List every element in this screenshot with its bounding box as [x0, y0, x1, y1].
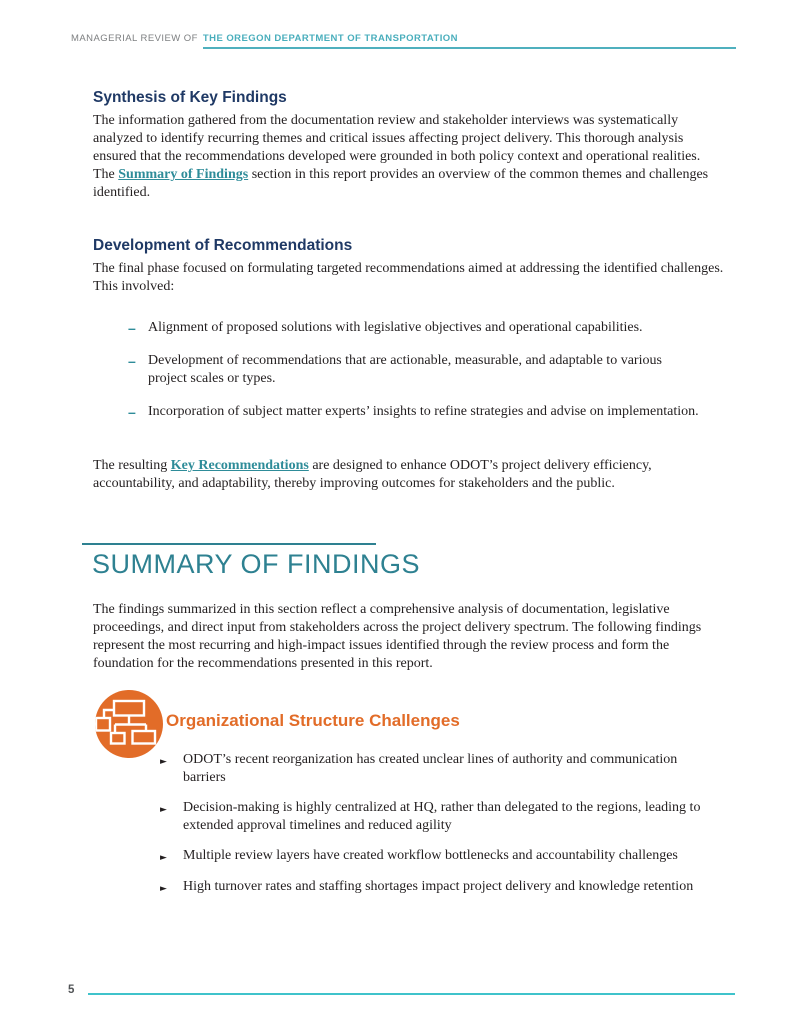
list-item-text: Incorporation of subject matter experts’ insights to refine strategies and advise on implementation.	[148, 404, 699, 419]
header-prefix: MANAGERIAL REVIEW OF	[71, 33, 198, 44]
running-header	[71, 33, 736, 49]
list-item-text: ODOT’s recent reorganization has created unclear lines of authority and communication barriers	[183, 752, 678, 785]
summary-section-title: SUMMARY OF FINDINGS	[92, 549, 421, 579]
list-item	[160, 878, 708, 896]
closing-text-after: are designed to enhance ODOT’s project delivery efficiency, accountability, and adaptability, thereby improving outcomes for stakeholders and the public.	[93, 458, 652, 491]
list-item	[128, 319, 700, 337]
dash-bullet-icon: –	[128, 353, 136, 369]
development-intro: The final phase focused on formulating targeted recommendations aimed at addressing the identified challenges. This involved:	[93, 261, 724, 294]
header-title: THE OREGON DEPARTMENT OF TRANSPORTATION	[202, 33, 458, 44]
triangle-bullet-icon: ►	[160, 883, 167, 894]
synthesis-text-after: section in this report provides an overview of the common themes and challenges identified.	[93, 167, 709, 200]
triangle-bullet-icon: ►	[160, 757, 167, 767]
footer-rule	[88, 993, 735, 995]
list-item-text: Alignment of proposed solutions with legislative objectives and operational capabilities.	[148, 320, 643, 335]
page-number: 5	[68, 984, 75, 996]
triangle-bullet-icon: ►	[160, 853, 167, 863]
dash-bullet-icon: –	[128, 404, 136, 420]
list-item-text: High turnover rates and staffing shortages impact project delivery and knowledge retention	[183, 878, 694, 894]
triangle-bullet-icon: ►	[160, 805, 167, 815]
org-chart-icon	[95, 690, 163, 758]
development-heading: Development of Recommendations	[93, 237, 353, 254]
list-item	[128, 352, 700, 388]
finding-heading: Organizational Structure Challenges	[166, 711, 460, 730]
closing-text-before: The resulting	[93, 458, 171, 473]
summary-of-findings-link[interactable]: Summary of Findings	[118, 167, 249, 182]
finding-bullet-list	[160, 751, 708, 908]
list-item	[160, 751, 708, 786]
list-item-text: Development of recommendations that are actionable, measurable, and adaptable to various project scales or types.	[148, 353, 662, 386]
synthesis-heading: Synthesis of Key Findings	[93, 89, 287, 106]
list-item	[128, 403, 700, 421]
synthesis-paragraph	[93, 112, 725, 202]
synthesis-text-before: The information gathered from the documentation review and stakeholder interviews was systematically analyzed to identify recurring themes and critical issues affecting project delivery. This thorough analysis ensured that the recommendations developed were grounded in both policy context and operational realities. The	[93, 113, 701, 182]
list-item	[160, 799, 708, 834]
header-title-rule	[203, 33, 736, 49]
list-item	[160, 847, 708, 865]
list-item-text: Decision-making is highly centralized at HQ, rather than delegated to the regions, leading to extended approval timelines and reduced agility	[183, 800, 701, 833]
section-title-rule	[82, 543, 376, 545]
key-recommendations-link[interactable]: Key Recommendations	[170, 458, 309, 473]
list-item-text: Multiple review layers have created workflow bottlenecks and accountability challenges	[183, 848, 678, 863]
development-closing-paragraph	[93, 457, 725, 493]
dash-bullet-icon: –	[128, 320, 136, 336]
summary-intro-paragraph: The findings summarized in this section reflect a comprehensive analysis of documentation, legislative proceedings, and direct input from stakeholders across the project delivery spectrum. The following findings represent the most recurring and high-impact issues identified through the review process and form the foundation for the recommendations presented in this report.	[93, 602, 702, 671]
development-bullet-list	[128, 319, 700, 436]
